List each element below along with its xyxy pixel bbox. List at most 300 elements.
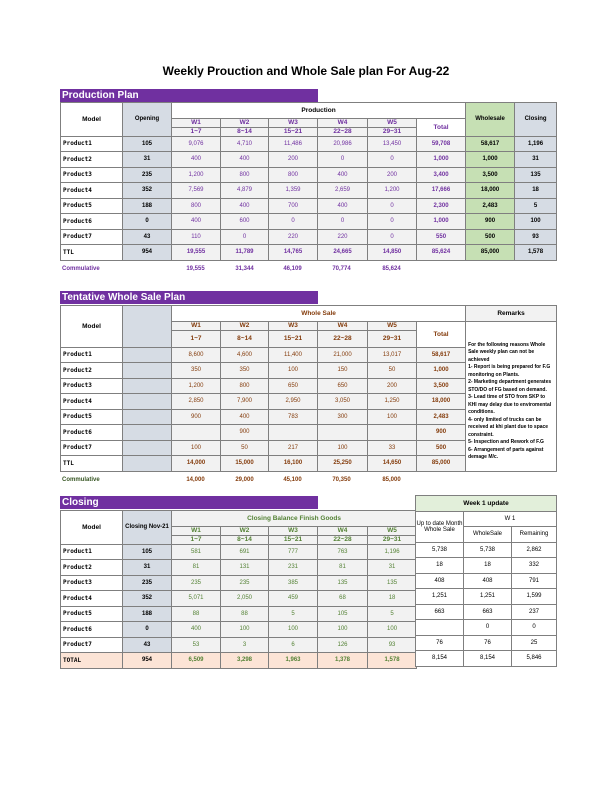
wholesale-value [318,425,368,441]
cumulative-value: 70,774 [332,266,351,272]
remark-line: 3- Lead time of STO from SKP to KHI may delay due to enviromental conditions. [468,394,552,415]
table-row [61,103,557,119]
production-value: 20,986 [318,136,368,152]
production-value: 0 [368,214,417,230]
column-header-week-dates: 1~7 [172,127,221,136]
production-value: 1,200 [368,183,417,199]
wholesale-value: 900 [172,409,221,425]
table-row [61,245,557,261]
table-row [61,214,557,230]
column-header-week-dates: 8~14 [221,127,269,136]
remaining-value: 1,599 [512,589,557,605]
table-row [61,511,417,527]
wholesale-value: 50 [221,440,269,456]
closing-balance-value: 235 [221,575,269,591]
closing-balance-value: 1,196 [368,544,417,560]
column-header-week: W2 [221,321,269,330]
blank-cell [123,347,172,363]
wholesale-value [368,425,417,441]
model-name: Product4 [61,394,123,410]
total-value: 2,483 [417,409,466,425]
model-name: Product2 [61,363,123,379]
remaining-value: 332 [512,558,557,574]
production-value: 800 [172,198,221,214]
wholesale-value: 16,100 [269,456,318,472]
table-row [61,591,417,607]
production-value: 800 [269,167,318,183]
closing-balance-value: 135 [368,575,417,591]
table-row [61,136,557,152]
wholesale-value: 85,000 [466,245,515,261]
total-value: 3,500 [417,378,466,394]
wholesale-value: 900 [221,425,269,441]
wholesale-value: 100 [172,440,221,456]
remaining-value: 237 [512,604,557,620]
table-row [61,575,417,591]
column-header-closing-balance: Closing Balance Finish Goods [172,511,417,527]
opening-value: 235 [123,167,172,183]
closing-value: 18 [515,183,557,199]
column-header-model: Model [61,103,123,137]
wholesale-value: 300 [318,409,368,425]
table-row [61,306,557,322]
wholesale-value: 15,000 [221,456,269,472]
column-header-week: W5 [368,321,417,330]
closing-balance-value: 81 [172,560,221,576]
model-name: Product5 [61,198,123,214]
column-header-week: W4 [318,321,368,330]
wholesale-value: 11,400 [269,347,318,363]
cumulative-value: 19,555 [186,266,205,272]
wholesale-value [172,425,221,441]
wholesale-value: 650 [318,378,368,394]
closing-balance-value: 6 [269,637,318,653]
production-value: 220 [269,229,318,245]
blank-cell [123,409,172,425]
opening-value: 0 [123,214,172,230]
up-to-date-value [416,620,464,636]
remark-line: 5- Inspection and Rework of F.G [468,439,544,445]
closing-nov-value: 105 [123,544,172,560]
production-value: 0 [368,152,417,168]
wholesale-value: 21,000 [318,347,368,363]
column-header-week: W5 [368,526,417,535]
wholesale-value: 3,050 [318,394,368,410]
total-value: 85,624 [417,245,466,261]
closing-balance-value: 459 [269,591,318,607]
column-header-closing: Closing [515,103,557,137]
closing-balance-value: 100 [368,622,417,638]
closing-balance-value: 100 [221,622,269,638]
total-value: 85,000 [417,456,466,472]
column-header-wholesale: WholeSale [464,527,512,543]
opening-value: 105 [123,136,172,152]
blank-cell [123,440,172,456]
wholesale-plan-table [60,305,557,472]
table-row [61,606,417,622]
production-value: 200 [368,167,417,183]
production-value: 110 [172,229,221,245]
closing-nov-value: 235 [123,575,172,591]
production-value: 800 [221,167,269,183]
wholesale-value: 500 [466,229,515,245]
closing-balance-value: 1,578 [368,653,417,669]
closing-balance-value: 88 [221,606,269,622]
model-name: TTL [61,245,123,261]
production-value: 11,789 [221,245,269,261]
model-name: Product1 [61,347,123,363]
production-value: 700 [269,198,318,214]
remark-line: 1- Report is being prepared for F.G monitoring on Plants. [468,364,551,378]
model-name: Product1 [61,544,123,560]
table-row [61,152,557,168]
production-value: 14,850 [368,245,417,261]
closing-table [60,510,417,669]
column-header-week: W4 [318,118,368,127]
column-header-week-dates: 22~28 [318,127,368,136]
closing-heading: Closing [60,496,318,509]
wholesale-value: 200 [368,378,417,394]
remaining-value: 5,846 [512,651,557,667]
production-value: 200 [269,152,318,168]
closing-balance-value: 100 [318,622,368,638]
closing-balance-value: 400 [172,622,221,638]
production-value: 14,765 [269,245,318,261]
closing-value: 31 [515,152,557,168]
column-header-closing-nov-21: Closing Nov-21 [123,511,172,545]
column-header-week: W3 [269,321,318,330]
closing-nov-value: 0 [123,622,172,638]
model-name: Product4 [61,183,123,199]
production-value: 0 [368,229,417,245]
closing-balance-value: 88 [172,606,221,622]
closing-balance-value: 135 [318,575,368,591]
production-value: 400 [318,198,368,214]
production-value: 220 [318,229,368,245]
wholesale-value [269,425,318,441]
table-row [61,622,417,638]
column-header-week-dates: 29~31 [368,127,417,136]
model-name: Product3 [61,167,123,183]
up-to-date-value: 663 [416,604,464,620]
closing-nov-value: 31 [123,560,172,576]
remaining-value: 25 [512,635,557,651]
production-plan-heading: Production Plan [60,89,318,102]
table-row [61,167,557,183]
production-value: 400 [221,152,269,168]
total-value: 58,617 [417,347,466,363]
wholesale-value: 100 [318,440,368,456]
closing-nov-value: 43 [123,637,172,653]
column-header-total: Total [417,321,466,347]
column-header-production: Production [172,103,466,119]
wholesale-plan-heading: Tentative Whole Sale Plan [60,291,318,304]
closing-value: 93 [515,229,557,245]
wholesale-value: 25,250 [318,456,368,472]
week-wholesale-value: 18 [464,558,512,574]
closing-balance-value: 385 [269,575,318,591]
cumulative-value: 70,350 [332,477,351,483]
table-row [416,651,557,667]
column-header-week: W2 [221,526,269,535]
closing-balance-value: 1,963 [269,653,318,669]
closing-balance-value: 100 [269,622,318,638]
cumulative-label: Commulative [62,477,100,483]
wholesale-value: 150 [318,363,368,379]
column-header-week-dates: 8~14 [221,535,269,544]
closing-balance-value: 31 [368,560,417,576]
closing-balance-value: 777 [269,544,318,560]
production-value: 11,486 [269,136,318,152]
production-value: 0 [368,198,417,214]
production-value: 1,200 [172,167,221,183]
model-name: Product7 [61,440,123,456]
model-name: Product3 [61,378,123,394]
column-header-week-dates: 15~21 [269,535,318,544]
production-value: 19,555 [172,245,221,261]
model-name: Product5 [61,606,123,622]
model-name: Product2 [61,152,123,168]
opening-value: 188 [123,198,172,214]
model-name: Product3 [61,575,123,591]
cumulative-value: 31,344 [235,266,254,272]
wholesale-value: 4,600 [221,347,269,363]
column-header-week-dates: 1~7 [172,330,221,347]
total-value: 1,000 [417,152,466,168]
column-header-week-dates: 22~28 [318,535,368,544]
closing-value: 1,196 [515,136,557,152]
closing-balance-value: 81 [318,560,368,576]
wholesale-value: 350 [172,363,221,379]
remark-line: 6- Arrangement of parts against demage M/c. [468,446,544,460]
cumulative-value: 14,000 [186,477,205,483]
column-header-model: Model [61,306,123,348]
wholesale-value: 100 [269,363,318,379]
wholesale-value: 1,000 [466,152,515,168]
production-value: 0 [221,229,269,245]
remaining-value: 0 [512,620,557,636]
column-header-remaining: Remaining [512,527,557,543]
week-wholesale-value: 663 [464,604,512,620]
cumulative-value: 45,100 [283,477,302,483]
wholesale-value: 2,850 [172,394,221,410]
production-value: 600 [221,214,269,230]
table-row [416,496,557,512]
closing-balance-value: 231 [269,560,318,576]
closing-balance-value: 5 [368,606,417,622]
closing-balance-value: 763 [318,544,368,560]
wholesale-value: 100 [368,409,417,425]
production-value: 2,659 [318,183,368,199]
opening-value: 954 [123,245,172,261]
total-value: 550 [417,229,466,245]
table-row [416,604,557,620]
closing-balance-value: 93 [368,637,417,653]
wholesale-value: 800 [221,378,269,394]
closing-balance-value: 2,050 [221,591,269,607]
closing-balance-value: 18 [368,591,417,607]
total-value: 500 [417,440,466,456]
closing-balance-value: 6,509 [172,653,221,669]
total-value: 2,300 [417,198,466,214]
closing-balance-value: 581 [172,544,221,560]
closing-nov-value: 188 [123,606,172,622]
table-row [416,589,557,605]
opening-value: 31 [123,152,172,168]
wholesale-value: 33 [368,440,417,456]
wholesale-value: 783 [269,409,318,425]
column-header-opening: Opening [123,103,172,137]
table-row [416,573,557,589]
table-row [61,544,417,560]
remaining-value: 791 [512,573,557,589]
model-name: Product6 [61,214,123,230]
production-plan-table [60,102,557,261]
wholesale-value: 2,483 [466,198,515,214]
column-header-week: W1 [172,321,221,330]
wholesale-value: 14,000 [172,456,221,472]
production-value: 9,076 [172,136,221,152]
closing-balance-value: 1,378 [318,653,368,669]
wholesale-value: 350 [221,363,269,379]
column-header-week: W1 [172,118,221,127]
cumulative-value: 29,000 [235,477,254,483]
remarks-text [466,321,557,471]
cumulative-value: 85,624 [382,266,401,272]
closing-balance-value: 131 [221,560,269,576]
production-value: 7,569 [172,183,221,199]
column-header-model: Model [61,511,123,545]
table-row [416,620,557,636]
model-name: Product5 [61,409,123,425]
model-name: Product7 [61,637,123,653]
model-name: Product4 [61,591,123,607]
closing-balance-value: 105 [318,606,368,622]
wholesale-value: 2,950 [269,394,318,410]
column-header-wholesale: Wholesale [466,103,515,137]
column-header-remarks: Remarks [466,306,557,322]
production-value: 24,665 [318,245,368,261]
blank-cell [123,394,172,410]
column-header-whole-sale: Whole Sale [172,306,466,322]
wholesale-value: 18,000 [466,183,515,199]
model-name: Product6 [61,622,123,638]
model-name: TTL [61,456,123,472]
wholesale-value: 50 [368,363,417,379]
closing-balance-value: 3 [221,637,269,653]
production-value: 0 [318,152,368,168]
column-header-week-dates: 29~31 [368,535,417,544]
opening-value: 352 [123,183,172,199]
table-row [416,558,557,574]
production-value: 0 [318,214,368,230]
blank-cell [123,456,172,472]
column-header-week: W3 [269,526,318,535]
model-name: Product1 [61,136,123,152]
up-to-date-value: 1,251 [416,589,464,605]
blank-cell [123,378,172,394]
model-name: Product7 [61,229,123,245]
column-header-week: W4 [318,526,368,535]
blank-cell [123,363,172,379]
week-wholesale-value: 1,251 [464,589,512,605]
closing-nov-value: 352 [123,591,172,607]
table-row [61,229,557,245]
column-header-week-dates: 8~14 [221,330,269,347]
column-header-week-dates: 15~21 [269,330,318,347]
closing-value: 1,578 [515,245,557,261]
closing-balance-value: 5,071 [172,591,221,607]
total-value: 18,000 [417,394,466,410]
total-value: 1,000 [417,214,466,230]
column-header-week-dates: 22~28 [318,330,368,347]
production-value: 13,450 [368,136,417,152]
total-value: 1,000 [417,363,466,379]
up-to-date-value: 408 [416,573,464,589]
table-row [61,198,557,214]
wholesale-value: 8,600 [172,347,221,363]
wholesale-value: 217 [269,440,318,456]
closing-balance-value: 53 [172,637,221,653]
table-row [61,653,417,669]
total-value: 900 [417,425,466,441]
production-value: 400 [172,152,221,168]
blank-cell [123,425,172,441]
production-value: 4,879 [221,183,269,199]
production-value: 0 [269,214,318,230]
production-value: 4,710 [221,136,269,152]
column-header-week: W1 [172,526,221,535]
wholesale-value: 650 [269,378,318,394]
wholesale-value: 900 [466,214,515,230]
opening-value: 43 [123,229,172,245]
week-wholesale-value: 8,154 [464,651,512,667]
production-value: 400 [318,167,368,183]
column-header-total: Total [417,118,466,136]
production-value: 400 [221,198,269,214]
week-wholesale-value: 76 [464,635,512,651]
wholesale-value: 7,900 [221,394,269,410]
model-name: TOTAL [61,653,123,669]
column-header-week: W2 [221,118,269,127]
remark-line: 2- Marketing department generates STO/DO of FG based on demand. [468,379,552,393]
column-header-week: W3 [269,118,318,127]
week-update-heading: Week 1 update [416,496,557,512]
week-wholesale-value: 408 [464,573,512,589]
table-row [61,560,417,576]
column-header-week-dates: 15~21 [269,127,318,136]
closing-balance-value: 3,298 [221,653,269,669]
remaining-value: 2,862 [512,542,557,558]
table-row [416,635,557,651]
production-value: 1,359 [269,183,318,199]
week-wholesale-value: 0 [464,620,512,636]
closing-balance-value: 68 [318,591,368,607]
total-value: 59,708 [417,136,466,152]
closing-balance-value: 126 [318,637,368,653]
up-to-date-value: 5,738 [416,542,464,558]
remark-line: 4- only limited of trucks can be received at khi plant due to space constraint. [468,416,549,438]
model-name: Product6 [61,425,123,441]
column-header-week-1: W 1 [464,511,557,527]
model-name: Product2 [61,560,123,576]
cumulative-value: 46,109 [283,266,302,272]
column-header-week-dates: 29~31 [368,330,417,347]
wholesale-value: 3,500 [466,167,515,183]
closing-nov-value: 954 [123,653,172,669]
column-header-up-to-date: Up to date Month Whole Sale [416,511,464,542]
column-header-week: W5 [368,118,417,127]
